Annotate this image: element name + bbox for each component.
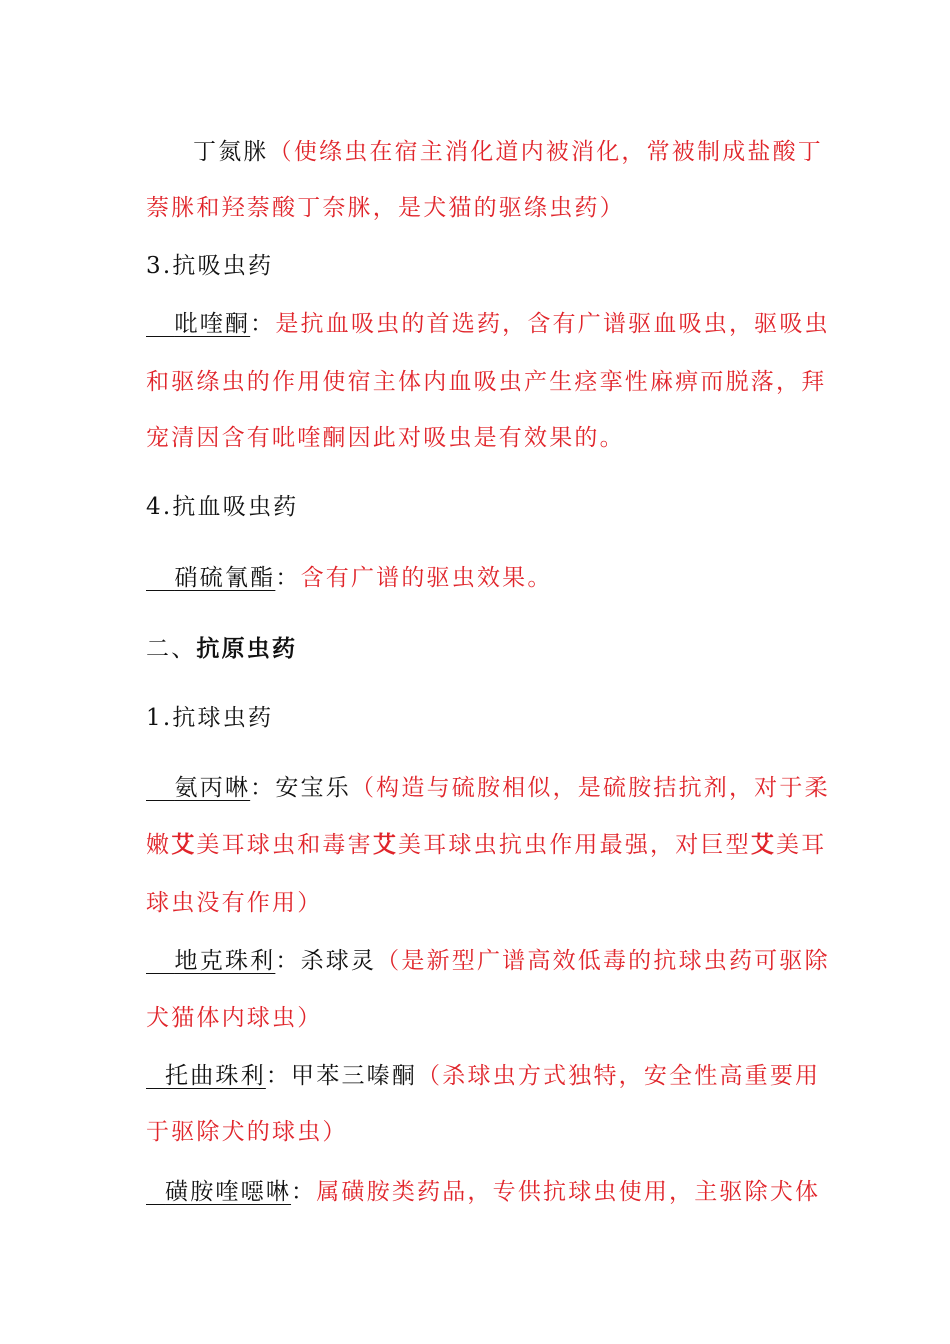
paragraph-praziquantel-line1: [146, 309, 830, 339]
colon: ：: [250, 775, 276, 801]
colon: ：: [275, 948, 301, 974]
drug-name-underlined: 磺胺喹噁啉: [165, 1179, 292, 1205]
drug-name-underlined: 氨丙啉: [174, 775, 251, 801]
drug-name: 丁氮脒: [193, 139, 269, 165]
description-text: 使绦虫在宿主消化道内被消化，常被制成盐酸丁: [293, 139, 824, 165]
emphasis-ai: 艾: [171, 831, 197, 858]
colon: ：: [250, 311, 276, 337]
paragraph-toltrazuril-line2: 于驱除犬的球虫）: [146, 1119, 348, 1145]
paragraph-diclazuril-line2: 犬猫体内球虫）: [146, 1005, 323, 1031]
drug-alias: 甲苯三嗪酮: [291, 1063, 418, 1089]
description-text: 属磺胺类药品，专供抗球虫使用，主驱除犬体: [316, 1179, 821, 1205]
paragraph-nitroscanate-line1: [146, 563, 811, 593]
paragraph-amprolium-line2: 嫩艾美耳球虫和毒害艾美耳球虫抗虫作用最强，对巨型艾美耳: [146, 831, 827, 858]
drug-alias: 安宝乐: [275, 775, 351, 801]
description-text: 含有广谱的驱虫效果。: [300, 565, 553, 591]
description-text: 是抗血吸虫的首选药，含有广谱驱血吸虫，驱吸虫: [275, 311, 830, 337]
colon: ：: [291, 1179, 317, 1205]
subheading-antitrematode: 3.抗吸虫药: [146, 253, 274, 279]
section-heading-antiprotozoal: [146, 634, 811, 664]
paragraph-toltrazuril-line1: [146, 1061, 821, 1091]
section-title: 抗原虫药: [196, 635, 298, 662]
drug-name-underlined: 吡喹酮: [174, 311, 251, 337]
section-prefix: 二、: [146, 636, 197, 662]
description-text: （构造与硫胺相似，是硫胺拮抗剂，对于柔: [350, 775, 830, 801]
paragraph-sulfaquinoxaline-line1: [146, 1177, 821, 1207]
description-text: （杀球虫方式独特，安全性高重要用: [417, 1063, 821, 1089]
emphasis-ai: 艾: [372, 831, 399, 858]
paragraph-dingdanmi-line1: [193, 137, 858, 167]
paragraph-amprolium-line1: [146, 773, 830, 803]
subheading-antischistosome: 4.抗血吸虫药: [146, 494, 299, 520]
subheading-anticoccidial: 1.抗球虫药: [146, 705, 274, 731]
paragraph-diclazuril-line1: [146, 946, 830, 976]
emphasis-ai: 艾: [750, 831, 777, 858]
paragraph-amprolium-line3: 球虫没有作用）: [146, 890, 323, 916]
drug-alias: 杀球灵: [300, 948, 377, 974]
drug-name-underlined: 地克珠利: [174, 948, 276, 974]
drug-name-underlined: 硝硫氰酯: [174, 565, 276, 591]
paragraph-praziquantel-line3: 宠清因含有吡喹酮因此对吸虫是有效果的。: [146, 425, 625, 451]
paren-open: （: [268, 139, 294, 165]
description-text: （是新型广谱高效低毒的抗球虫药可驱除: [376, 948, 830, 974]
paragraph-dingdanmi-line2: 萘脒和羟萘酸丁奈脒，是犬猫的驱绦虫药）: [146, 195, 625, 221]
drug-name-underlined: 托曲珠利: [165, 1063, 266, 1089]
colon: ：: [265, 1063, 292, 1089]
paragraph-praziquantel-line2: 和驱绦虫的作用使宿主体内血吸虫产生痉挛性麻痹而脱落，拜: [146, 369, 827, 395]
colon: ：: [275, 565, 301, 591]
